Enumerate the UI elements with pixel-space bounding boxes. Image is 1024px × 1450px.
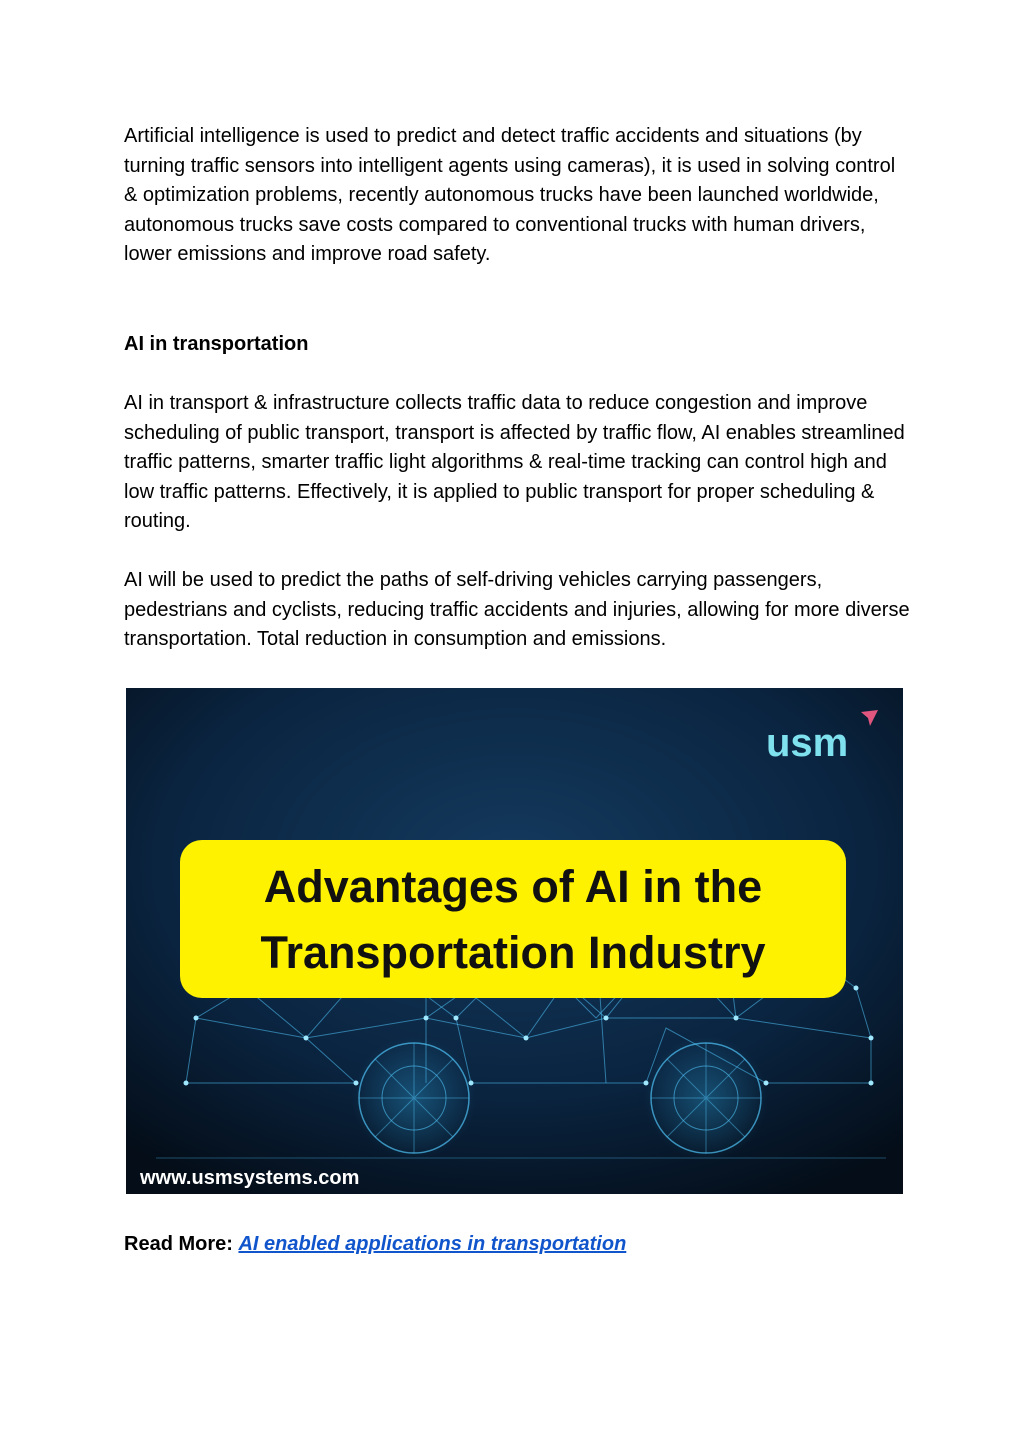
read-more-label: Read More: [124, 1233, 233, 1255]
front-wheel-icon [352, 1036, 476, 1160]
banner-graphic [126, 688, 903, 1194]
read-more-line [124, 1230, 626, 1259]
rear-wheel-icon [644, 1036, 768, 1160]
banner-website: www.usmsystems.com [140, 1167, 360, 1189]
banner-title-line1: Advantages of AI in the [263, 861, 763, 912]
banner-image [126, 688, 903, 1194]
intro-paragraph: Artificial intelligence is used to predict and detect traffic accidents and situations (by turning traffic sensors into intelligent agents using cameras), it is used in solving control & optimization problems, recently autonomous trucks have been launched worldwide, autonomous trucks save costs compared to conventional trucks with human drivers, lower emissions and improve road safety. [124, 125, 896, 266]
read-more-link[interactable]: AI enabled applications in transportation [238, 1233, 627, 1255]
transport-paragraph: AI in transport & infrastructure collects traffic data to reduce congestion and improve scheduling of public transport, transport is affected by traffic flow, AI enables streamlined traffic patterns, smarter traffic light algorithms & real-time tracking can control high and low traffic patterns. Effectively, it is applied to public transport for proper scheduling & routing. [124, 392, 905, 533]
paths-paragraph: AI will be used to predict the paths of self-driving vehicles carrying passengers, pedestrians and cyclists, reducing traffic accidents and injuries, allowing for more diverse transportation. Total reduction in consumption and emissions. [124, 569, 910, 651]
logo-text: usm [766, 721, 849, 765]
banner-title-line2: Transportation Industry [260, 927, 766, 978]
section-heading: AI in transportation [124, 333, 309, 355]
